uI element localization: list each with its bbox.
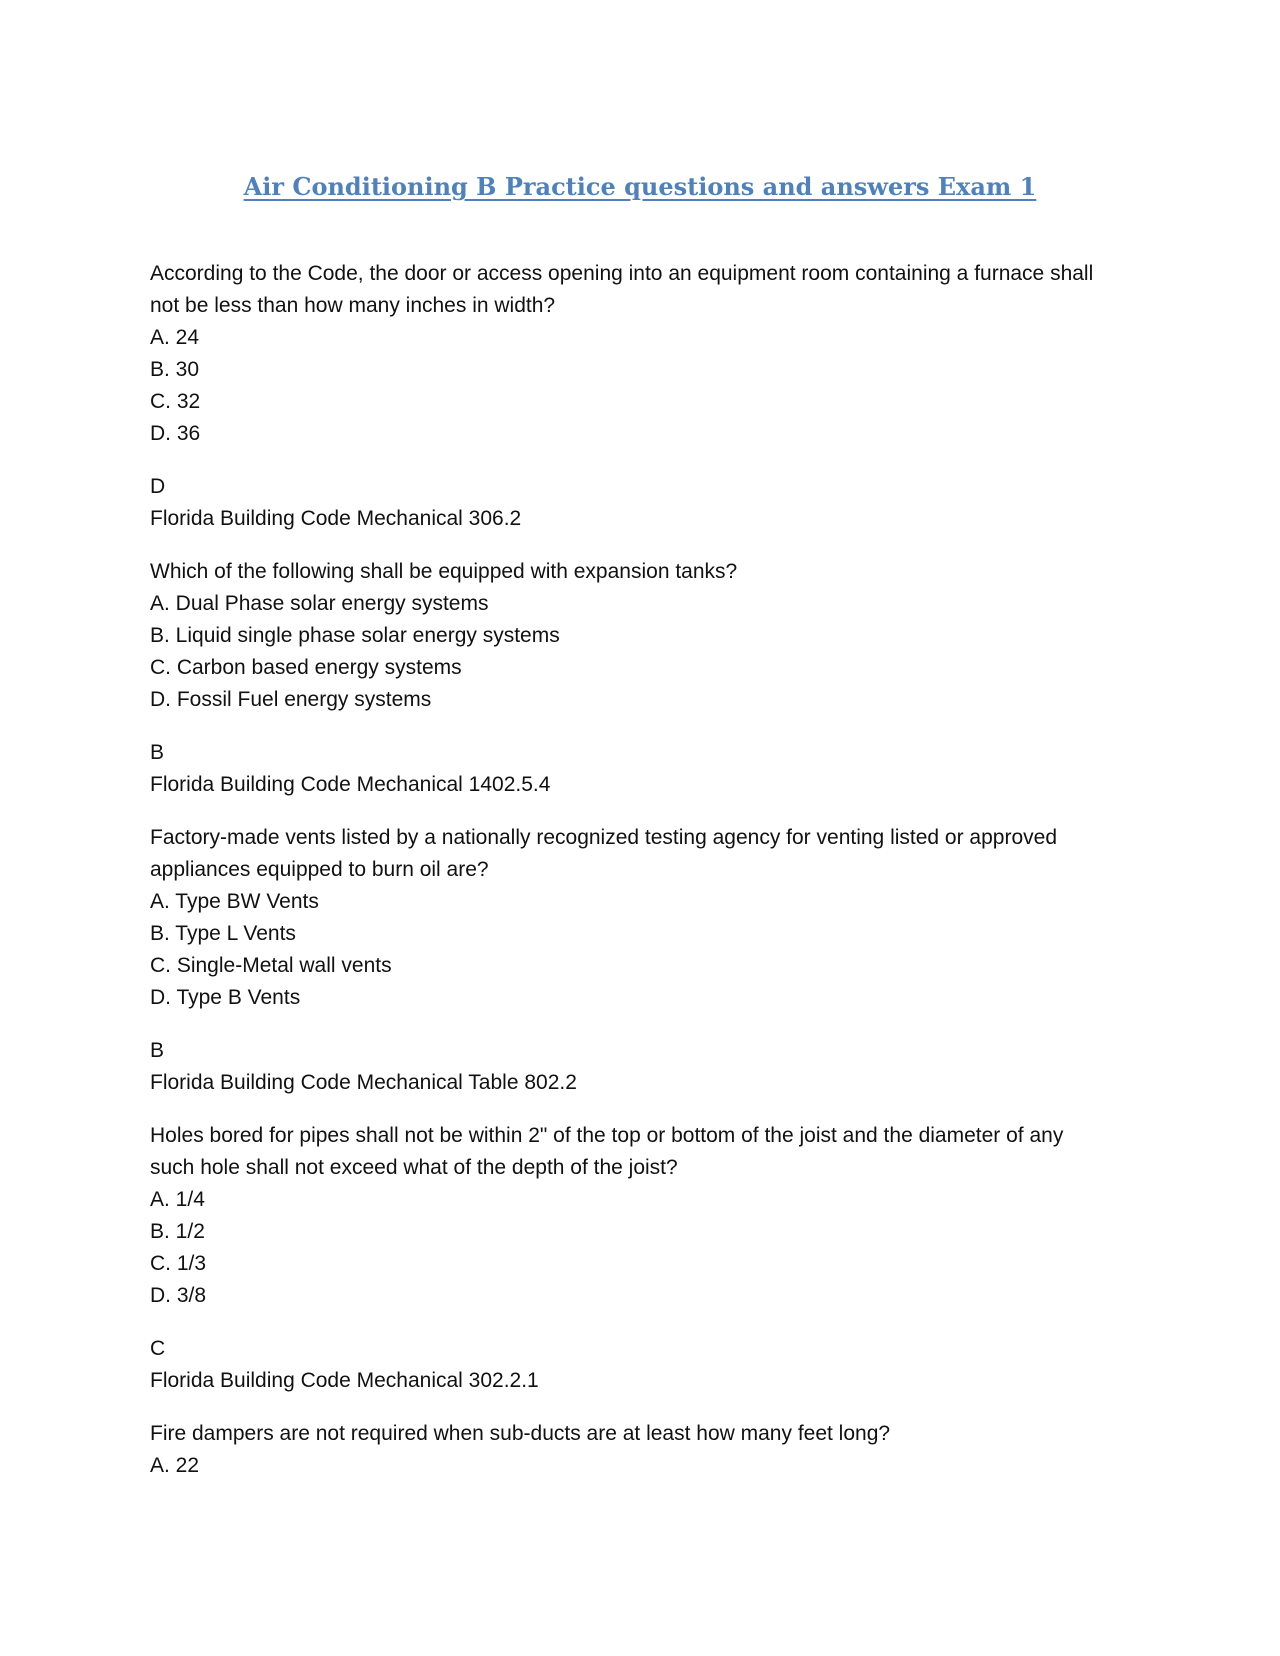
question-block	[150, 1418, 1110, 1482]
option-c: C. 1/3	[150, 1252, 207, 1275]
option-a: A. 24	[150, 326, 200, 349]
question-text: Which of the following shall be equipped with expansion tanks?	[150, 560, 738, 583]
code-reference: Florida Building Code Mechanical 1402.5.4	[150, 773, 551, 796]
question-text: Holes bored for pipes shall not be within 2" of the top or bottom of the joist and the diameter of any such hole shall not exceed what of the depth of the joist?	[150, 1124, 1064, 1179]
question-block	[150, 822, 1110, 1014]
option-c: C. 32	[150, 390, 201, 413]
option-d: D. Fossil Fuel energy systems	[150, 688, 432, 711]
option-c: C. Carbon based energy systems	[150, 656, 462, 679]
answer-letter: D	[150, 475, 166, 498]
answer-block	[150, 1035, 1110, 1099]
option-d: D. Type B Vents	[150, 986, 301, 1009]
question-text: Factory-made vents listed by a nationally recognized testing agency for venting listed or approved appliances equipped to burn oil are?	[150, 826, 1057, 881]
option-b: B. 30	[150, 358, 200, 381]
question-block	[150, 1120, 1110, 1312]
question-text: Fire dampers are not required when sub-ducts are at least how many feet long?	[150, 1422, 891, 1445]
code-reference: Florida Building Code Mechanical 302.2.1	[150, 1369, 539, 1392]
option-b: B. Type L Vents	[150, 922, 296, 945]
document-body	[150, 258, 1110, 1503]
question-block	[150, 258, 1110, 450]
option-b: B. 1/2	[150, 1220, 205, 1243]
option-a: A. 1/4	[150, 1188, 205, 1211]
code-reference: Florida Building Code Mechanical 306.2	[150, 507, 522, 530]
code-reference: Florida Building Code Mechanical Table 802.2	[150, 1071, 577, 1094]
answer-letter: B	[150, 741, 165, 764]
answer-letter: C	[150, 1337, 166, 1360]
document-title: Air Conditioning B Practice questions and answers Exam 1	[243, 172, 1037, 201]
answer-block	[150, 471, 1110, 535]
option-d: D. 36	[150, 422, 201, 445]
option-a: A. Type BW Vents	[150, 890, 319, 913]
question-block	[150, 556, 1110, 716]
option-d: D. 3/8	[150, 1284, 207, 1307]
option-b: B. Liquid single phase solar energy systems	[150, 624, 560, 647]
question-text: According to the Code, the door or access opening into an equipment room containing a furnace shall not be less than how many inches in width?	[150, 262, 1094, 317]
option-a: A. Dual Phase solar energy systems	[150, 592, 489, 615]
answer-letter: B	[150, 1039, 165, 1062]
answer-block	[150, 737, 1110, 801]
option-a: A. 22	[150, 1454, 200, 1477]
answer-block	[150, 1333, 1110, 1397]
option-c: C. Single-Metal wall vents	[150, 954, 392, 977]
